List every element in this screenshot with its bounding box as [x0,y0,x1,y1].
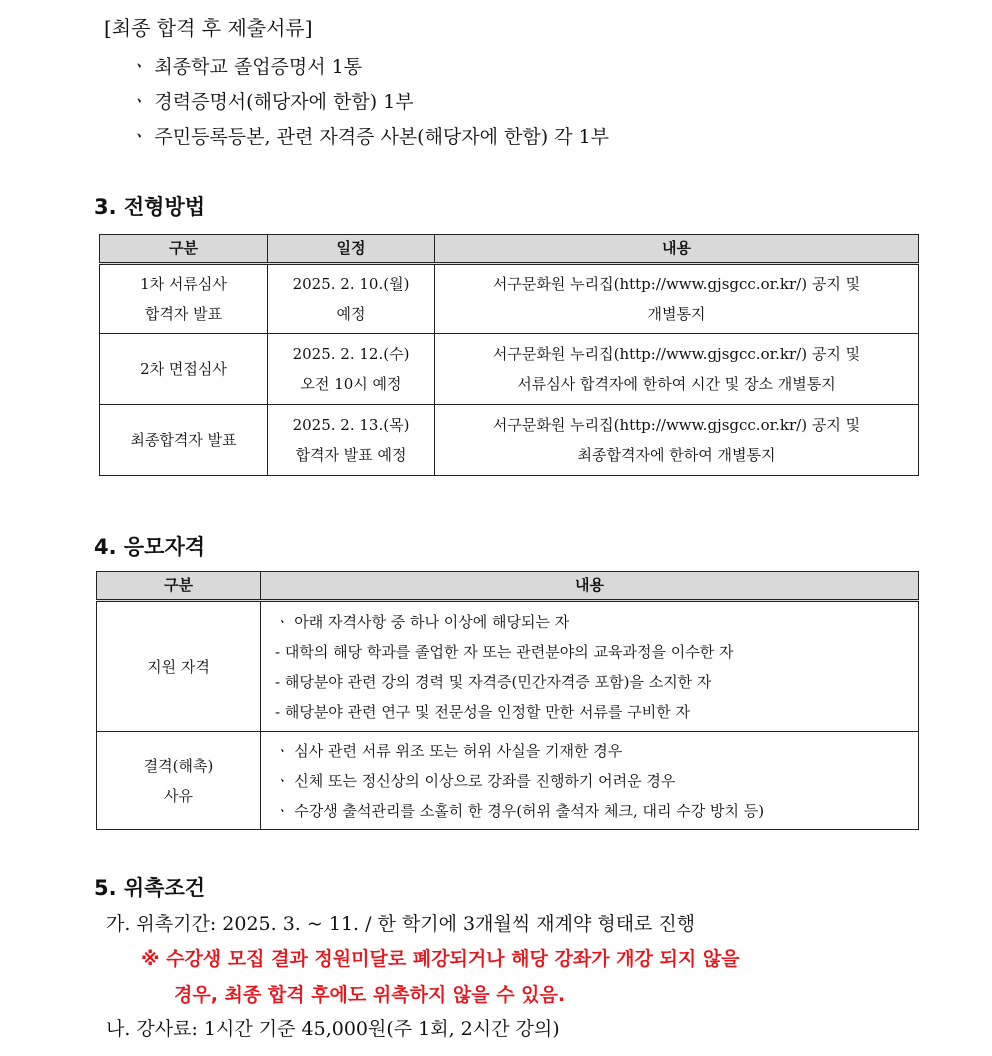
schedule-cell: 2025. 2. 12.(수) 오전 10시 예정 [268,334,435,405]
final-docs-item: ㆍ 최종학교 졸업증명서 1통 [130,56,363,78]
category-cell: 결격(해촉) 사유 [97,732,261,830]
table-header-row [100,235,919,264]
fee-line: 나. 강사료: 1시간 기준 45,000원(주 1회, 2시간 강의) [106,1018,560,1040]
notice-line: ※ 수강생 모집 결과 정원미달로 폐강되거나 해당 강좌가 개강 되지 않을 [141,948,740,970]
selection-method-table [99,234,919,476]
col-header-content: 내용 [435,235,919,264]
schedule-cell: 2025. 2. 10.(월) 예정 [268,264,435,334]
term-line: 가. 위촉기간: 2025. 3. ~ 11. / 한 학기에 3개월씩 재계약 형태로 진행 [106,913,696,935]
col-header-schedule: 일정 [268,235,435,264]
table-row [100,405,919,476]
final-docs-heading: [최종 합격 후 제출서류] [104,16,313,40]
category-cell: 지원 자격 [97,601,261,732]
section-5-title: 5. 위촉조건 [94,876,206,900]
final-docs-item: ㆍ 주민등록등본, 관련 자격증 사본(해당자에 한함) 각 1부 [130,126,610,148]
category-cell: 최종합격자 발표 [100,405,268,476]
table-row [97,601,919,732]
col-header-category: 구분 [100,235,268,264]
eligibility-table [96,571,919,830]
col-header-category: 구분 [97,572,261,601]
content-cell: 서구문화원 누리집(http://www.gjsgcc.or.kr/) 공지 및 최종합격자에 한하여 개별통지 [435,405,919,476]
schedule-cell: 2025. 2. 13.(목) 합격자 발표 예정 [268,405,435,476]
notice-line: 경우, 최종 합격 후에도 위촉하지 않을 수 있음. [174,984,566,1006]
content-cell: 서구문화원 누리집(http://www.gjsgcc.or.kr/) 공지 및 개별통지 [435,264,919,334]
section-4-title: 4. 응모자격 [94,535,206,559]
table-row [97,732,919,830]
content-cell: ㆍ 아래 자격사항 중 하나 이상에 해당되는 자 - 대학의 해당 학과를 졸업한 자 또는 관련분야의 교육과정을 이수한 자 - 해당분야 관련 강의 경력 및 자격증(민간자격증 포함)을 소지한 자 - 해당분야 관련 연구 및 전문성을 인정할 만한 서류를 구비한 자 [261,601,919,732]
category-cell: 2차 면접심사 [100,334,268,405]
final-docs-item: ㆍ 경력증명서(해당자에 한함) 1부 [130,91,414,113]
category-cell: 1차 서류심사 합격자 발표 [100,264,268,334]
content-cell: 서구문화원 누리집(http://www.gjsgcc.or.kr/) 공지 및 서류심사 합격자에 한하여 시간 및 장소 개별통지 [435,334,919,405]
table-row [100,334,919,405]
content-cell: ㆍ 심사 관련 서류 위조 또는 허위 사실을 기재한 경우 ㆍ 신체 또는 정신상의 이상으로 강좌를 진행하기 어려운 경우 ㆍ 수강생 출석관리를 소홀히 한 경우(허위 출석자 체크, 대리 수강 방치 등) [261,732,919,830]
table-header-row [97,572,919,601]
table-row [100,264,919,334]
col-header-content: 내용 [261,572,919,601]
section-3-title: 3. 전형방법 [94,195,206,219]
